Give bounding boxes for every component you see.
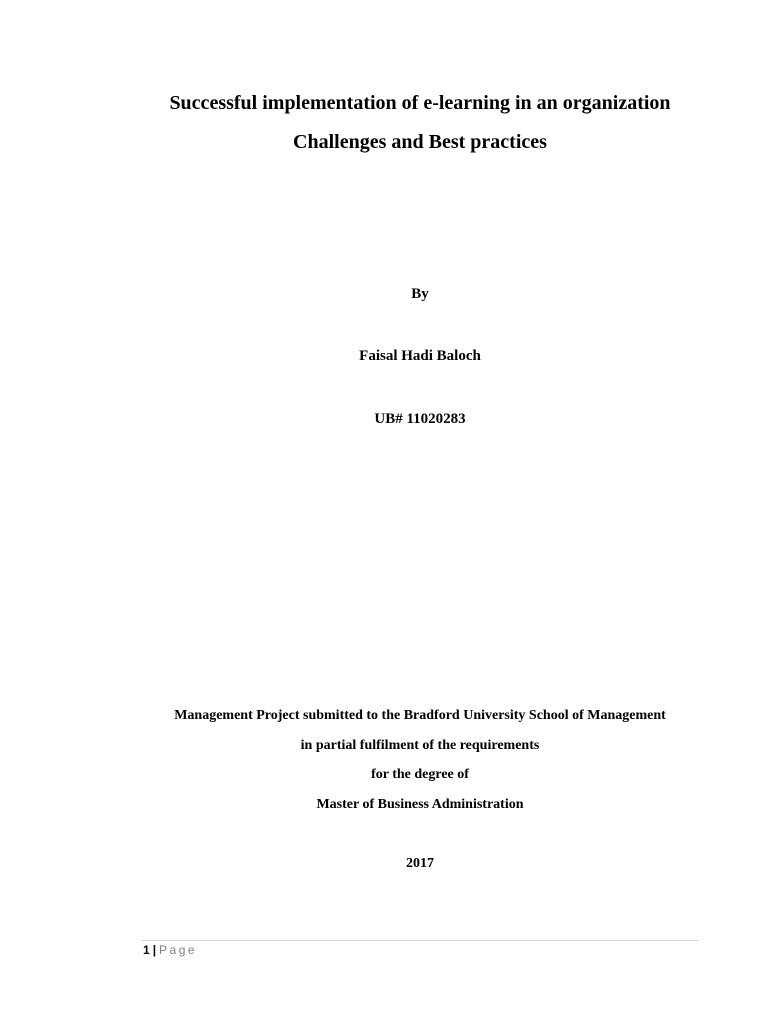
student-id: UB# 11020283 [374, 411, 466, 427]
page-footer [143, 943, 197, 957]
submission-year: 2017 [406, 856, 434, 871]
submission-line-3: for the degree of [371, 767, 469, 782]
submission-line-2: in partial fulfilment of the requirements [300, 738, 540, 753]
by-label: By [411, 286, 429, 302]
page-number: 1 [143, 943, 150, 957]
submission-line-4: Master of Business Administration [316, 797, 524, 812]
submission-line-1: Management Project submitted to the Bradford University School of Management [174, 708, 666, 723]
title-line-1: Successful implementation of e-learning in an organization [169, 92, 671, 114]
title-line-2: Challenges and Best practices [293, 131, 547, 153]
author-name: Faisal Hadi Baloch [359, 348, 481, 364]
footer-separator: | [152, 943, 157, 957]
footer-divider [141, 940, 699, 941]
page-label: Page [159, 943, 198, 957]
